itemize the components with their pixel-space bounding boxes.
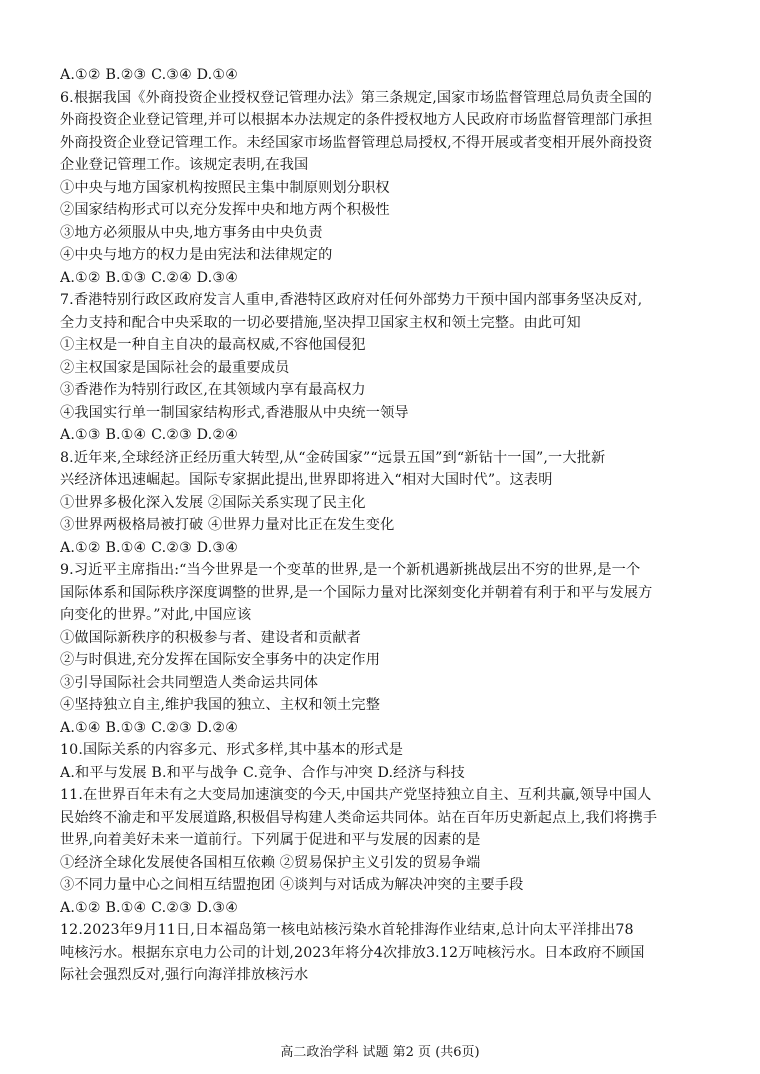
question-9-statement: ①做国际新秩序的积极参与者、建设者和贡献者 <box>60 629 362 646</box>
question-11-text: 民始终不渝走和平发展道路,积极倡导构建人类命运共同体。站在百年历史新起点上,我们将携手 <box>60 809 658 826</box>
question-9-statement: ②与时俱进,充分发挥在国际安全事务中的决定作用 <box>60 652 381 668</box>
question-12-text: 吨核污水。根据东京电力公司的计划,2023年将分4次排放3.12万吨核污水。日本政府不顾国 <box>60 944 645 961</box>
question-8-text: 兴经济体迅速崛起。国际专家据此提出,世界即将进入“相对大国时代”。这表明 <box>60 472 553 488</box>
question-10-options: A.和平与发展 B.和平与战争 C.竞争、合作与冲突 D.经济与科技 <box>60 764 465 781</box>
option-line: A.①② B.②③ C.③④ D.①④ <box>60 67 239 83</box>
question-6-statement: ③地方必须服从中央,地方事务由中央负责 <box>60 224 323 241</box>
exam-page-content <box>60 64 718 987</box>
question-11-statement: ③不同力量中心之间相互结盟抱团 ④谈判与对话成为解决冲突的主要手段 <box>60 877 524 893</box>
question-7-options: A.①③ B.①④ C.②③ D.②④ <box>60 427 239 443</box>
question-6-text: 企业登记管理工作。该规定表明,在我国 <box>60 157 309 173</box>
question-7-text: 7.香港特别行政区政府发言人重申,香港特区政府对任何外部势力干预中国内部事务坚决反对, <box>60 292 643 308</box>
question-11-text: 11.在世界百年未有之大变局加速演变的今天,中国共产党坚持独立自主、互利共赢,领导中国人 <box>60 787 652 803</box>
question-8-options: A.①② B.①④ C.②③ D.③④ <box>60 539 239 556</box>
question-6-text: 外商投资企业登记管理,并可以根据本办法规定的条件授权地方人民政府市场监督管理部门承担 <box>60 112 653 128</box>
question-11-text: 世界,向着美好未来一道前行。下列属于促进和平与发展的因素的是 <box>60 832 481 848</box>
question-6-text: 6.根据我国《外商投资企业授权登记管理办法》第三条规定,国家市场监督管理总局负责全国的 <box>60 89 652 106</box>
question-12-text: 12.2023年9月11日,日本福岛第一核电站核污染水首轮排海作业结束,总计向太平洋排出78 <box>60 922 634 938</box>
question-7-statement: ①主权是一种自主自决的最高权威,不容他国侵犯 <box>60 337 366 353</box>
question-6-options: A.①② B.①③ C.②④ D.③④ <box>60 269 239 286</box>
question-12-text: 际社会强烈反对,强行向海洋排放核污水 <box>60 967 309 983</box>
question-8-statement: ③世界两极格局被打破 ④世界力量对比正在发生变化 <box>60 517 395 533</box>
question-9-text: 国际体系和国际秩序深度调整的世界,是一个国际力量对比深刻变化并朝着有利于和平与发展方 <box>60 584 653 601</box>
question-7-statement: ④我国实行单一制国家结构形式,香港服从中央统一领导 <box>60 404 409 421</box>
question-9-statement: ④坚持独立自主,维护我国的独立、主权和领土完整 <box>60 697 381 713</box>
question-6-statement: ①中央与地方国家机构按照民主集中制原则划分职权 <box>60 179 390 196</box>
question-11-statement: ①经济全球化发展使各国相互依赖 ②贸易保护主义引发的贸易争端 <box>60 854 481 871</box>
question-9-options: A.①④ B.①③ C.②③ D.②④ <box>60 719 239 736</box>
question-11-options: A.①② B.①④ C.②③ D.③④ <box>60 899 239 916</box>
question-9-text: 向变化的世界。”对此,中国应该 <box>60 607 252 623</box>
question-7-statement: ③香港作为特别行政区,在其领域内享有最高权力 <box>60 382 366 398</box>
question-9-text: 9.习近平主席指出:“当今世界是一个变革的世界,是一个新机遇新挑战层出不穷的世界,是一个 <box>60 562 641 578</box>
question-6-statement: ④中央与地方的权力是由宪法和法律规定的 <box>60 247 333 263</box>
question-6-text: 外商投资企业登记管理工作。未经国家市场监督管理总局授权,不得开展或者变相开展外商投资 <box>60 134 653 151</box>
question-8-statement: ①世界多极化深入发展 ②国际关系实现了民主化 <box>60 494 366 511</box>
question-7-statement: ②主权国家是国际社会的最重要成员 <box>60 359 290 376</box>
question-8-text: 8.近年来,全球经济正经历重大转型,从“金砖国家”“远景五国”到“新钻十一国”,一大批新 <box>60 449 606 466</box>
page-footer: 高二政治学科 试题 第2 页 (共6页) <box>280 1045 480 1060</box>
question-7-text: 全力支持和配合中央采取的一切必要措施,坚决捍卫国家主权和领土完整。由此可知 <box>60 314 581 331</box>
question-10-text: 10.国际关系的内容多元、形式多样,其中基本的形式是 <box>60 742 404 758</box>
question-6-statement: ②国家结构形式可以充分发挥中央和地方两个积极性 <box>60 202 390 218</box>
question-9-statement: ③引导国际社会共同塑造人类命运共同体 <box>60 674 319 691</box>
